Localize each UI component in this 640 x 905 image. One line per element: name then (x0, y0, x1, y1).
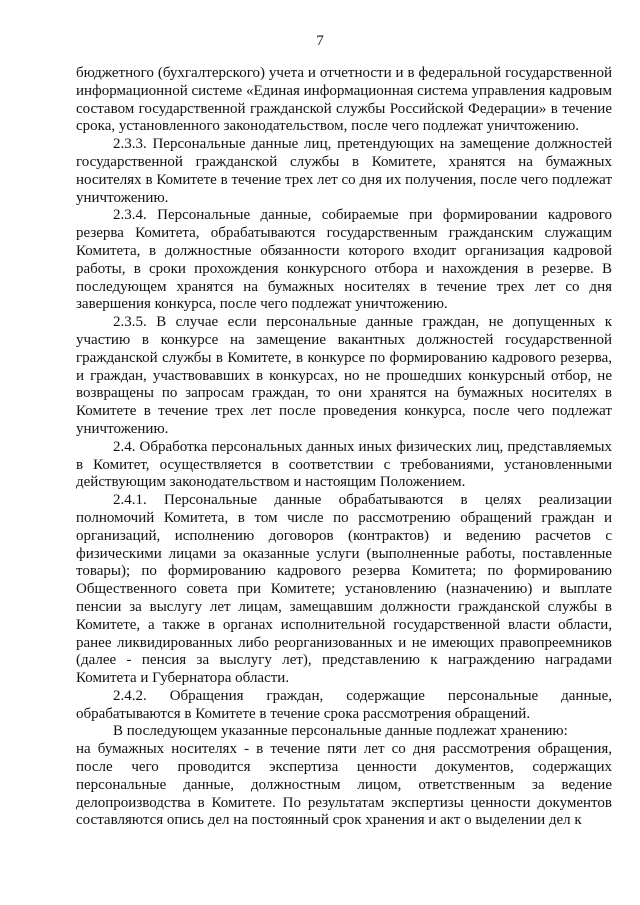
paragraph-2-4: 2.4. Обработка персональных данных иных физических лиц, представляемых в Комитет, осуществляется в соответствии с требованиями, установленными действующим законодательством и настоящим Положением. (76, 438, 612, 491)
paragraph-2-4-1: 2.4.1. Персональные данные обрабатываются в целях реализации полномочий Комитета, в том числе по рассмотрению обращений граждан и организаций, исполнению договоров (контрактов) и ведению расчетов с физическими лицами за оказанные услуги (выполненные работы, поставленные товары); по формированию кадрового резерва Комитета; по формированию Общественного совета при Комитете; установлению (назначению) и выплате пенсии за выслугу лет лицам, замещавшим должности гражданской службы в Комитете, а также в органах исполнительной государственной власти области, ранее ликвидированных либо реорганизованных и не имеющих правопреемников (далее - пенсия за выслугу лет), представлению к награждению наградами Комитета и Губернатора области. (76, 492, 612, 687)
paragraph-2-4-2: 2.4.2. Обращения граждан, содержащие персональные данные, обрабатываются в Комитете в течение срока рассмотрения обращений. (76, 687, 612, 722)
page-number: 7 (316, 33, 324, 49)
paragraph-2-3-3: 2.3.3. Персональные данные лиц, претендующих на замещение должностей государственной гражданской службы в Комитете, хранятся на бумажных носителях в Комитете в течение трех лет со дня их получения, после чего подлежат уничтожению. (76, 136, 612, 206)
paragraph-continuation: бюджетного (бухгалтерского) учета и отчетности и в федеральной государственной информационной системе «Единая информационная система управления кадровым составом государственной гражданской службы Российской Федерации» в течение срока, установленного законодательством, после чего подлежат уничтожению. (76, 65, 612, 135)
paragraph-storage-intro: В последующем указанные персональные данные подлежат хранению: (113, 723, 568, 740)
document-body (76, 65, 612, 830)
paragraph-paper-storage: на бумажных носителях - в течение пяти лет со дня рассмотрения обращения, после чего проводится экспертиза ценности документов, содержащих персональные данные, должностным лицом, ответственным за ведение делопроизводства в Комитете. По результатам экспертизы ценности документов составляются опись дел на постоянный срок хранения и акт о выделении дел к (76, 741, 612, 829)
paragraph-2-3-5: 2.3.5. В случае если персональные данные граждан, не допущенных к участию в конкурсе на замещение вакантных должностей государственной гражданской службы в Комитете, в конкурсе по формированию кадрового резерва, и граждан, участвовавших в конкурсах, но не прошедших конкурсный отбор, не возвращены по запросам граждан, то они хранятся на бумажных носителях в Комитете в течение трех лет после проведения конкурса, после чего подлежат уничтожению. (76, 314, 612, 437)
paragraph-2-3-4: 2.3.4. Персональные данные, собираемые при формировании кадрового резерва Комитета, обрабатываются государственным гражданским служащим Комитета, в должностные обязанности которого входит организация кадровой работы, в сроки прохождения конкурсного отбора и нахождения в резерве. В последующем хранятся на бумажных носителях в течение трех лет со дня завершения конкурса, после чего подлежат уничтожению. (76, 207, 612, 313)
